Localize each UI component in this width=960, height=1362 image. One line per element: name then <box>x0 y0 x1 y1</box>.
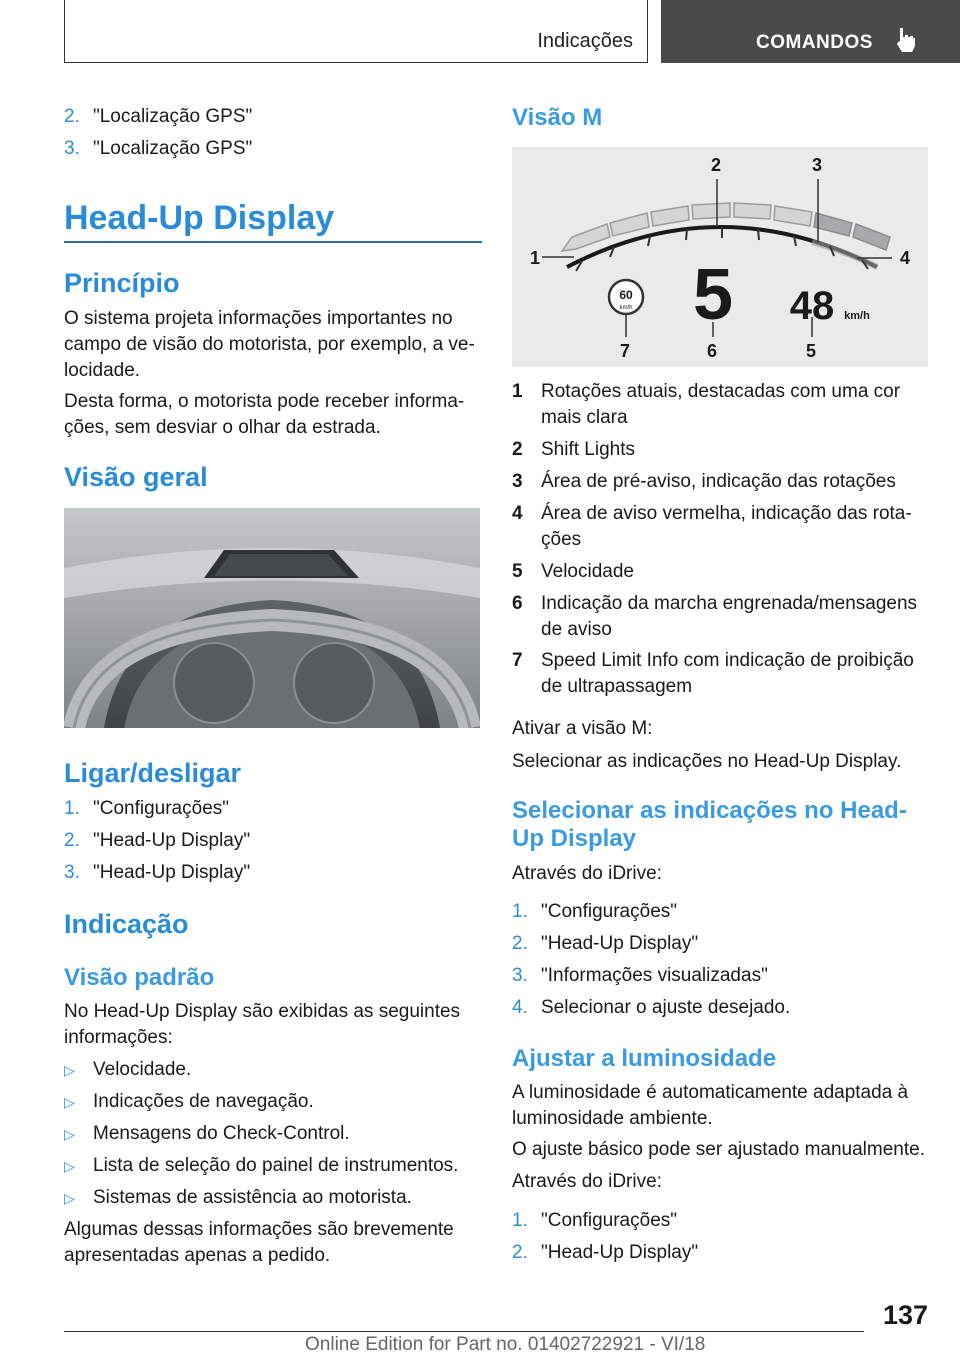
limit-unit: km/h <box>619 305 633 311</box>
footer-rule <box>64 1331 864 1332</box>
bullet-triangle-icon: ▷ <box>64 1062 75 1078</box>
list-number: 3. <box>512 965 528 986</box>
legend-text: Shift Lights <box>541 439 635 460</box>
paragraph-line: O sistema projeta informações importantes no <box>64 308 453 329</box>
legend-text: Área de aviso vermelha, indicação das rota- <box>541 503 912 524</box>
header-section-tab <box>64 0 648 63</box>
paragraph-line: A luminosidade é automaticamente adaptada à <box>512 1082 909 1103</box>
heading-visao-m: Visão M <box>512 104 603 131</box>
list-item: "Configurações" <box>541 1210 678 1231</box>
legend-text: mais clara <box>541 407 628 428</box>
list-item: "Configurações" <box>93 798 230 819</box>
header-section-label: Indicações <box>537 30 633 52</box>
dashboard-illustration <box>64 508 480 728</box>
paragraph-line: Desta forma, o motorista pode receber informa- <box>64 391 465 412</box>
bullet-item: Sistemas de assistência ao motorista. <box>93 1187 412 1208</box>
heading-ajustar-luminosidade: Ajustar a luminosidade <box>512 1045 777 1072</box>
list-item: "Head-Up Display" <box>541 1242 699 1263</box>
bullet-triangle-icon: ▷ <box>64 1094 75 1110</box>
callout-4: 4 <box>900 248 911 268</box>
list-item: Selecionar o ajuste desejado. <box>541 997 791 1018</box>
legend-number: 5 <box>512 561 523 582</box>
callout-5: 5 <box>806 341 817 361</box>
heading-selecionar-line1: Selecionar as indicações no Head- <box>512 797 907 824</box>
list-number: 2. <box>64 106 80 127</box>
list-number: 1. <box>512 1210 528 1231</box>
list-number: 3. <box>64 862 80 883</box>
list-number: 2. <box>512 1242 528 1263</box>
paragraph-line: campo de visão do motorista, por exemplo, a ve- <box>64 334 475 355</box>
legend-number: 6 <box>512 593 523 614</box>
list-number: 3. <box>64 138 80 159</box>
paragraph-line: apresentadas apenas a pedido. <box>64 1245 331 1266</box>
list-number: 4. <box>512 997 528 1018</box>
list-number: 2. <box>512 933 528 954</box>
bullet-triangle-icon: ▷ <box>64 1158 75 1174</box>
legend-text: ções <box>541 529 582 550</box>
legend-text: de ultrapassagem <box>541 676 693 697</box>
legend-text: Área de pré-aviso, indicação das rotações <box>541 471 896 492</box>
bullet-item: Velocidade. <box>93 1059 192 1080</box>
paragraph-line: ções, sem desviar o olhar da estrada. <box>64 417 381 438</box>
heading-head-up-display: Head-Up Display <box>64 199 335 237</box>
list-item: "Localização GPS" <box>93 138 253 159</box>
limit-value: 60 <box>619 288 633 302</box>
bullet-item: Mensagens do Check-Control. <box>93 1123 350 1144</box>
paragraph-line: O ajuste básico pode ser ajustado manualmente. <box>512 1139 925 1160</box>
list-item: "Head-Up Display" <box>541 933 699 954</box>
callout-2: 2 <box>711 155 722 175</box>
legend-number: 4 <box>512 503 523 524</box>
pointing-hand-icon <box>891 24 921 54</box>
paragraph-line: informações: <box>64 1027 173 1048</box>
bullet-triangle-icon: ▷ <box>64 1190 75 1206</box>
list-item: "Localização GPS" <box>93 106 253 127</box>
paragraph-line: Selecionar as indicações no Head-Up Display. <box>512 751 902 772</box>
bullet-triangle-icon: ▷ <box>64 1126 75 1142</box>
page-number: 137 <box>882 1300 928 1330</box>
legend-text: Rotações atuais, destacadas com uma cor <box>541 381 901 402</box>
speed-unit: km/h <box>844 310 870 322</box>
legend-text: Velocidade <box>541 561 634 582</box>
bullet-item: Lista de seleção do painel de instrumentos. <box>93 1155 459 1176</box>
list-item: "Head-Up Display" <box>93 830 251 851</box>
header-chapter-tab <box>661 0 960 63</box>
paragraph-line: locidade. <box>64 360 141 381</box>
paragraph-line: No Head-Up Display são exibidas as seguintes <box>64 1001 461 1022</box>
list-item: "Informações visualizadas" <box>541 965 768 986</box>
paragraph-line: Através do iDrive: <box>512 1171 662 1192</box>
callout-1: 1 <box>530 248 541 268</box>
legend-text: Speed Limit Info com indicação de proibição <box>541 650 914 671</box>
list-item: "Configurações" <box>541 901 678 922</box>
heading-ligar-desligar: Ligar/desligar <box>64 758 242 788</box>
legend-text: Indicação da marcha engrenada/mensagens <box>541 593 918 614</box>
paragraph-line: luminosidade ambiente. <box>512 1108 713 1129</box>
list-number: 1. <box>64 798 80 819</box>
bullet-item: Indicações de navegação. <box>93 1091 314 1112</box>
list-number: 1. <box>512 901 528 922</box>
legend-number: 1 <box>512 381 523 402</box>
list-number: 2. <box>64 830 80 851</box>
heading-indicacao: Indicação <box>64 909 189 939</box>
legend-number: 2 <box>512 439 523 460</box>
callout-7: 7 <box>620 341 631 361</box>
paragraph-line: Através do iDrive: <box>512 863 662 884</box>
heading-visao-geral: Visão geral <box>64 462 208 492</box>
heading-visao-padrao: Visão padrão <box>64 964 215 991</box>
paragraph-line: Ativar a visão M: <box>512 718 653 739</box>
paragraph-line: Algumas dessas informações são brevemente <box>64 1219 454 1240</box>
edition-text: Online Edition for Part no. 01402722921 - VI/18 <box>305 1334 706 1355</box>
list-item: "Head-Up Display" <box>93 862 251 883</box>
header-chapter-label: COMANDOS <box>756 32 873 53</box>
legend-number: 7 <box>512 650 523 671</box>
heading-principio: Princípio <box>64 268 180 298</box>
m-view-figure <box>512 147 928 367</box>
legend-number: 3 <box>512 471 523 492</box>
callout-3: 3 <box>812 155 823 175</box>
heading-rule <box>64 241 482 243</box>
legend-text: de aviso <box>541 619 612 640</box>
heading-selecionar-line2: Up Display <box>512 825 637 852</box>
speed-value: 48 <box>789 284 835 328</box>
gear-value: 5 <box>692 255 734 335</box>
callout-6: 6 <box>707 341 718 361</box>
